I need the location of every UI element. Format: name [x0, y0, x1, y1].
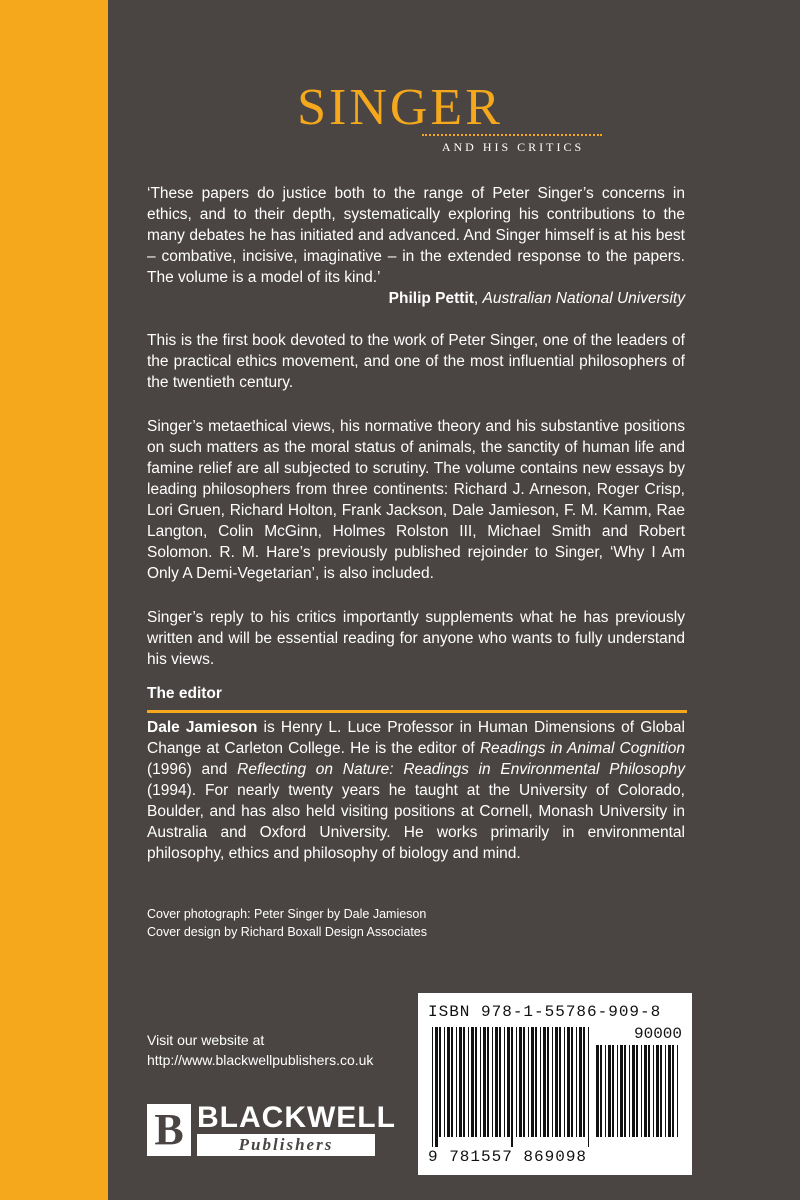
- barcode-bar: [559, 1027, 561, 1137]
- barcode-bar: [672, 1045, 674, 1137]
- barcode-bar: [629, 1045, 630, 1137]
- barcode-bar: [511, 1027, 513, 1147]
- ean-number: 9 781557 869098: [428, 1148, 588, 1166]
- price-code: 90000: [633, 1025, 682, 1043]
- barcode-bar: [471, 1027, 474, 1137]
- editor-bio-part-2: (1996) and: [147, 761, 238, 778]
- barcode-bar: [620, 1045, 623, 1137]
- book-title: SINGER: [297, 79, 503, 136]
- description-paragraph-2: [147, 416, 685, 584]
- ean-barcode-bars: [432, 1027, 592, 1147]
- barcode-bar: [451, 1027, 453, 1137]
- barcode-bar: [495, 1027, 498, 1137]
- description-paragraph-1: [147, 330, 685, 393]
- barcode-bar: [459, 1027, 462, 1137]
- barcode-bar: [523, 1027, 525, 1137]
- description-text-2: Singer’s metaethical views, his normative theory and his substantive positions on such matters as the moral status of animals, the sanctity of human life and famine relief are all subjected to scrutiny. The volume contains new essays by leading philosophers from three continents: Richard J. Arneson, Roger Crisp, Lori Gruen, Richard Holton, Frank Jackson, Dale Jamieson, F. M. Kamm, Rae Langton, Colin McGinn, Holmes Rolston III, Michael Smith and Robert Solomon. R. M. Hare’s previously published rejoinder to Singer, ‘Why I Am Only A Demi-Vegetarian’, is also included.: [147, 418, 685, 582]
- spine-stripe: [0, 0, 108, 1200]
- barcode-bar: [644, 1045, 647, 1137]
- barcode-bar: [567, 1027, 570, 1137]
- barcode-bar: [499, 1027, 501, 1137]
- website-url[interactable]: http://www.blackwellpublishers.co.uk: [147, 1052, 374, 1068]
- barcode-bar: [677, 1045, 678, 1137]
- barcode-bar: [444, 1027, 445, 1137]
- barcode-bar: [605, 1045, 606, 1137]
- barcode-bar: [504, 1027, 505, 1137]
- barcode-bar: [648, 1045, 650, 1137]
- editor-book-1: Readings in Animal Cognition: [479, 740, 685, 757]
- editor-heading: The editor: [147, 685, 222, 702]
- barcode-bar: [617, 1045, 618, 1137]
- barcode-bar: [653, 1045, 654, 1137]
- quote-attribution: Philip Pettit, Australian National University: [388, 290, 685, 307]
- barcode-bar: [641, 1045, 642, 1137]
- barcode-bar: [564, 1027, 565, 1137]
- barcode-bar: [612, 1045, 614, 1137]
- editor-rule: [147, 710, 687, 713]
- description-text-3: Singer’s reply to his critics importantly supplements what he has previously written and will be essential reading for anyone who wants to fully understand his views.: [147, 609, 685, 668]
- barcode-bar: [636, 1045, 638, 1137]
- cover-credits: [147, 905, 427, 941]
- barcode-bar: [435, 1027, 438, 1147]
- editor-book-2: Reflecting on Nature: Readings in Environmental Philosophy: [237, 761, 685, 778]
- publisher-subtitle: Publishers: [197, 1134, 375, 1156]
- barcode-bar: [660, 1045, 662, 1137]
- barcode-bar: [487, 1027, 489, 1137]
- quote-text: ‘These papers do justice both to the range of Peter Singer’s concerns in ethics, and to their depth, systematically exploring his contributions to the many debates he has initiated and advanced. And Singer himself is at his best – combative, incisive, imaginative – in the extended response to the papers. The volume is a model of its kind.’: [147, 185, 685, 286]
- photo-credit: Cover photograph: Peter Singer by Dale Jamieson: [147, 907, 427, 921]
- barcode-bar: [632, 1045, 635, 1137]
- website-label: Visit our website at: [147, 1032, 265, 1048]
- barcode-bar: [588, 1027, 589, 1147]
- barcode-bar: [543, 1027, 546, 1137]
- addon-barcode-bars: [596, 1045, 680, 1147]
- barcode-bar: [608, 1045, 611, 1137]
- barcode-bar: [468, 1027, 469, 1137]
- barcode-bar: [507, 1027, 510, 1137]
- barcode-bar: [439, 1027, 441, 1137]
- description-paragraph-3: [147, 607, 685, 670]
- barcode-bar: [656, 1045, 659, 1137]
- barcode-bar: [483, 1027, 486, 1137]
- barcode-bar: [624, 1045, 626, 1137]
- isbn-number: ISBN 978-1-55786-909-8: [428, 1003, 662, 1021]
- editor-bio-part-3: (1994). For nearly twenty years he taught at the University of Colorado, Boulder, and has also held visiting positions at Cornell, Monash University in Australia and Oxford University. He works primarily in environmental philosophy, ethics and philosophy of biology and mind.: [147, 782, 685, 862]
- barcode-bar: [535, 1027, 537, 1137]
- barcode-bar: [432, 1027, 433, 1147]
- barcode-bar: [531, 1027, 534, 1137]
- barcode-bar: [456, 1027, 457, 1137]
- barcode-bar: [475, 1027, 477, 1137]
- barcode-bar: [547, 1027, 549, 1137]
- quote-affiliation: Australian National University: [482, 290, 685, 307]
- editor-name: Dale Jamieson: [147, 719, 258, 736]
- endorsement-quote: [147, 183, 685, 288]
- barcode-bar: [552, 1027, 553, 1137]
- barcode-bar: [668, 1045, 671, 1137]
- publisher-logo-mark: B: [147, 1104, 191, 1156]
- barcode-bar: [583, 1027, 585, 1137]
- barcode-bar: [596, 1045, 599, 1137]
- title-dotted-rule: [422, 134, 602, 136]
- barcode-bar: [516, 1027, 517, 1137]
- publisher-name: BLACKWELL: [197, 1101, 396, 1134]
- design-credit: Cover design by Richard Boxall Design Associates: [147, 925, 427, 939]
- barcode-bar: [463, 1027, 465, 1137]
- barcode-bar: [555, 1027, 558, 1137]
- barcode-bar: [540, 1027, 541, 1137]
- barcode-bar: [528, 1027, 529, 1137]
- book-subtitle: AND HIS CRITICS: [441, 140, 585, 154]
- barcode-bar: [492, 1027, 493, 1137]
- barcode-bar: [519, 1027, 522, 1137]
- editor-bio: [147, 717, 685, 864]
- barcode-bar: [576, 1027, 577, 1137]
- barcode-bar: [600, 1045, 602, 1137]
- website-info: [147, 1030, 373, 1070]
- barcode-bar: [579, 1027, 582, 1137]
- barcode-bar: [665, 1045, 666, 1137]
- barcode-bar: [480, 1027, 481, 1137]
- barcode-bar: [571, 1027, 573, 1137]
- publisher-logo: [147, 1100, 396, 1160]
- editor-bio-part-1: is Henry L. Luce Professor in Human Dimensions of Global Change at Carleton College. He is the editor of: [147, 719, 685, 757]
- quote-author: Philip Pettit: [388, 290, 474, 307]
- barcode-panel: [418, 993, 692, 1175]
- barcode-bar: [447, 1027, 450, 1137]
- description-text-1: This is the first book devoted to the work of Peter Singer, one of the leaders of the practical ethics movement, and one of the most influential philosophers of the twentieth century.: [147, 332, 685, 391]
